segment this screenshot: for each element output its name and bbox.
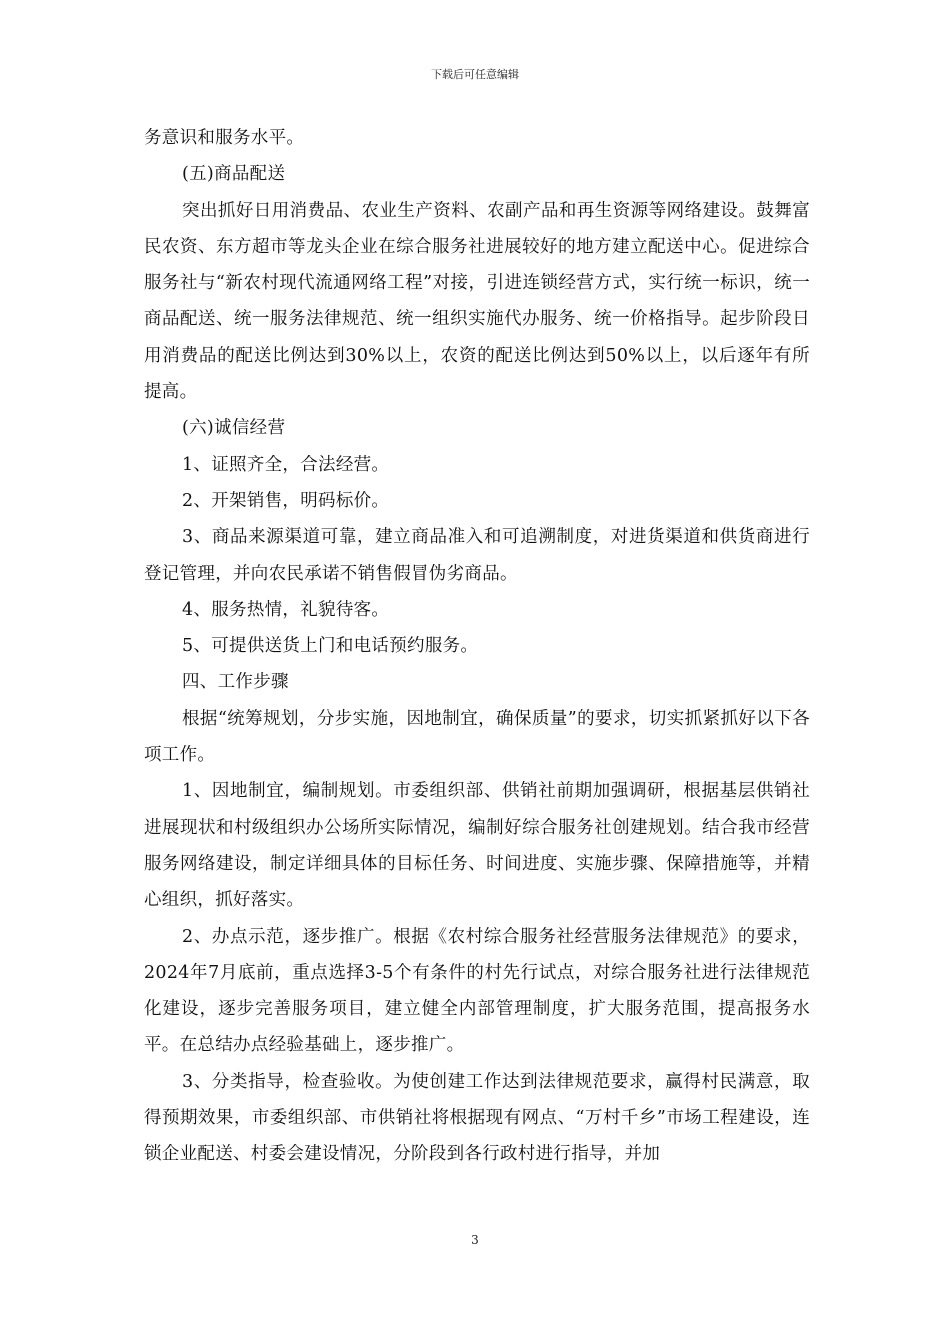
list-item: 5、可提供送货上门和电话预约服务。 [182,636,479,657]
document-body [144,120,810,1173]
list-item: 3、商品来源渠道可靠，建立商品准入和可追溯制度，对进货渠道和供货商进行登记管理，并向农民承诺不销售假冒伪劣商品。 [144,527,810,584]
section-heading: (六)诚信经营 [182,418,286,439]
list-item: 2、开架销售，明码标价。 [182,490,390,511]
list-item: 2、办点示范，逐步推广。根据《农村综合服务社经营服务法律规范》的要求，2024年7月底前，重点选择3-5个有条件的村先行试点，对综合服务社进行法律规范化建设，逐步完善服务项目，建立健全内部管理制度，扩大服务范围，提高报务水平。在总结办点经验基础上，逐步推广。 [144,926,810,1056]
paragraph: 务意识和服务水平。 [144,128,305,148]
page-header: 下载后可任意编辑 [431,68,519,81]
list-item: 3、分类指导，检查验收。为使创建工作达到法律规范要求，赢得村民满意，取得预期效果，市委组织部、市供销社将根据现有网点、“万村千乡”市场工程建设，连锁企业配送、村委会建设情况，分阶段到各行政村进行指导，并加 [144,1071,810,1165]
section-heading: 四、工作步骤 [182,672,289,693]
list-item: 1、因地制宜，编制规划。市委组织部、供销社前期加强调研，根据基层供销社进展现状和村级组织办公场所实际情况，编制好综合服务社创建规划。结合我市经营服务网络建设，制定详细具体的目标任务、时间进度、实施步骤、保障措施等，并精心组织，抓好落实。 [144,781,810,911]
paragraph: 突出抓好日用消费品、农业生产资料、农副产品和再生资源等网络建设。鼓舞富民农资、东方超市等龙头企业在综合服务社进展较好的地方建立配送中心。促进综合服务社与“新农村现代流通网络工程”对接，引进连锁经营方式，实行统一标识，统一商品配送、统一服务法律规范、统一组织实施代办服务、统一价格指导。起步阶段日用消费品的配送比例达到30%以上，农资的配送比例达到50%以上，以后逐年有所提高。 [144,200,810,403]
section-heading: (五)商品配送 [182,164,286,185]
list-item: 4、服务热情，礼貌待客。 [182,599,390,620]
page-number: 3 [471,1233,479,1247]
list-item: 1、证照齐全，合法经营。 [182,454,390,475]
paragraph: 根据“统筹规划，分步实施，因地制宜，确保质量”的要求，切实抓紧抓好以下各项工作。 [144,708,810,766]
